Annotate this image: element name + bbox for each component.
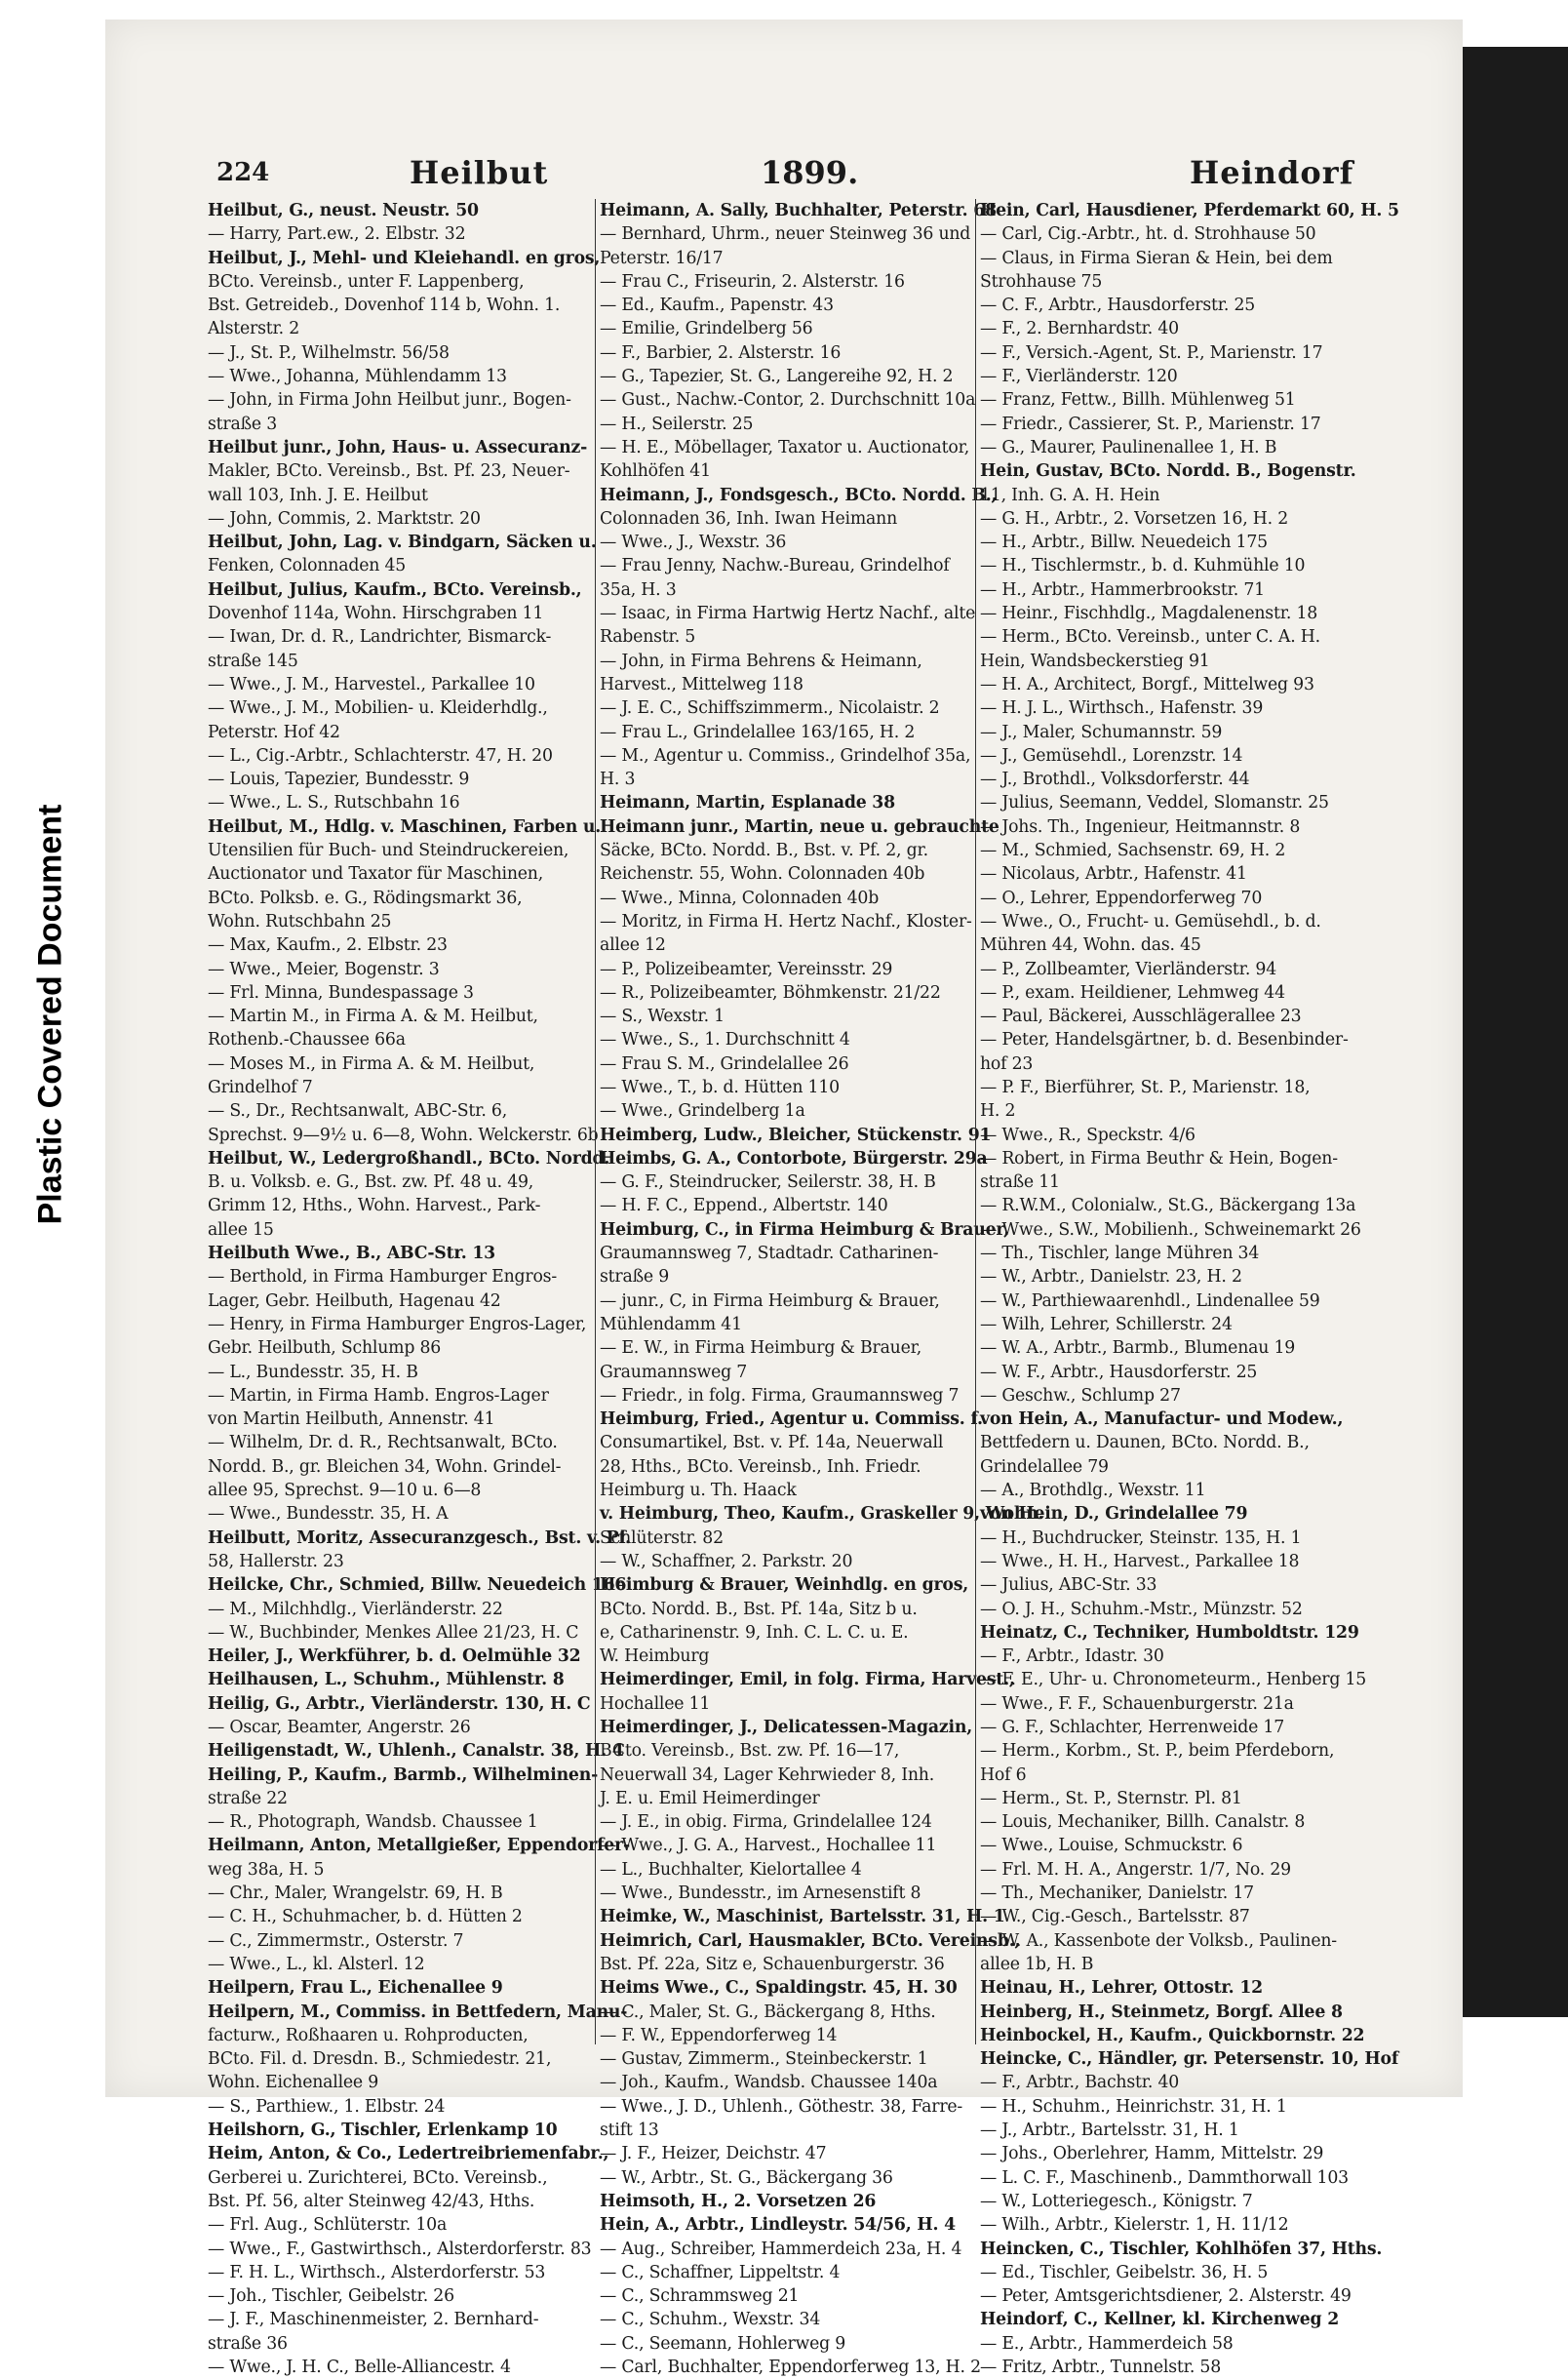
directory-line: — Henry, in Firma Hamburger Engros-Lager,	[208, 1314, 587, 1334]
directory-line: Hein, A., Arbtr., Lindleystr. 54/56, H. 4	[600, 2215, 956, 2236]
directory-line: — J. F., Heizer, Deichstr. 47	[600, 2144, 827, 2164]
directory-line: — Peter, Handelsgärtner, b. d. Besenbinder-	[980, 1030, 1349, 1051]
directory-line: Heinbockel, H., Kaufm., Quickbornstr. 22	[980, 2025, 1365, 2045]
directory-line: — Heinr., Fischhdlg., Magdalenenstr. 18	[980, 604, 1318, 624]
directory-line: — Harry, Part.ew., 2. Elbstr. 32	[208, 224, 466, 245]
directory-line: — Max, Kaufm., 2. Elbstr. 23	[208, 935, 448, 956]
scan-edge	[1463, 0, 1560, 2123]
directory-line: Heilbut, Julius, Kaufm., BCto. Vereinsb.,	[208, 579, 582, 600]
directory-line: Grindelhof 7	[208, 1077, 313, 1097]
directory-line: — C., Schuhm., Wexstr. 34	[600, 2310, 821, 2330]
directory-line: Säcke, BCto. Nordd. B., Bst. v. Pf. 2, gr.	[600, 841, 928, 861]
directory-line: — H. E., Möbellager, Taxator u. Auctionator,	[600, 437, 970, 457]
directory-line: Dovenhof 114a, Wohn. Hirschgraben 11	[208, 604, 544, 624]
directory-line: — M., Milchhdlg., Vierländerstr. 22	[208, 1599, 503, 1619]
directory-line: — C., Zimmermstr., Osterstr. 7	[208, 1930, 464, 1951]
directory-line: — Wwe., Louise, Schmuckstr. 6	[980, 1836, 1243, 1856]
page-number: 224	[216, 158, 270, 187]
directory-line: — H., Schuhm., Heinrichstr. 31, H. 1	[980, 2096, 1287, 2117]
directory-line: — C., Maler, St. G., Bäckergang 8, Hths.	[600, 2002, 936, 2022]
year-heading: 1899.	[761, 154, 859, 191]
directory-line: — Nicolaus, Arbtr., Hafenstr. 41	[980, 864, 1247, 885]
directory-line: straße 11	[980, 1172, 1060, 1193]
directory-line: Heimsoth, H., 2. Vorsetzen 26	[600, 2191, 877, 2211]
directory-line: Heimann, Martin, Esplanade 38	[600, 793, 895, 813]
directory-line: — A., Brothdlg., Wexstr. 11	[980, 1481, 1206, 1501]
directory-line: Mühlendamm 41	[600, 1314, 742, 1334]
directory-line: — Ed., Kaufm., Papenstr. 43	[600, 296, 834, 316]
directory-line: — Wwe., O., Frucht- u. Gemüsehdl., b. d.	[980, 911, 1321, 932]
directory-line: — G. H., Arbtr., 2. Vorsetzen 16, H. 2	[980, 508, 1289, 529]
directory-line: Heimrich, Carl, Hausmakler, BCto. Vereinsb.,	[600, 1930, 1021, 1951]
directory-line: BCto. Fil. d. Dresdn. B., Schmiedestr. 21,	[208, 2049, 552, 2070]
directory-line: — R.W.M., Colonialw., St.G., Bäckergang 13a	[980, 1196, 1356, 1216]
directory-line: Mühren 44, Wohn. das. 45	[980, 935, 1201, 956]
directory-line: Heilbutt, Moritz, Assecuranzgesch., Bst. v. Pf.	[208, 1527, 631, 1548]
directory-line: — H. J. L., Wirthsch., Hafenstr. 39	[980, 698, 1264, 719]
directory-line: — W., Arbtr., Danielstr. 23, H. 2	[980, 1267, 1242, 1288]
directory-line: — W., Schaffner, 2. Parkstr. 20	[600, 1551, 853, 1571]
directory-line: — W., Buchbinder, Menkes Allee 21/23, H. C	[208, 1622, 579, 1643]
directory-line: — Wwe., S.W., Mobilienh., Schweinemarkt 26	[980, 1219, 1361, 1240]
directory-line: — F., Versich.-Agent, St. P., Marienstr. 17	[980, 342, 1323, 363]
directory-line: 35a, H. 3	[600, 579, 677, 600]
directory-line: Consumartikel, Bst. v. Pf. 14a, Neuerwall	[600, 1433, 944, 1453]
directory-line: 11, Inh. G. A. H. Hein	[980, 485, 1160, 505]
directory-line: — Frl. Minna, Bundespassage 3	[208, 982, 474, 1003]
directory-line: Hein, Wandsbeckerstieg 91	[980, 651, 1210, 671]
directory-line: — Peter, Amtsgerichtsdiener, 2. Alsterstr. 49	[980, 2286, 1352, 2307]
directory-line: — Wwe., L. S., Rutschbahn 16	[208, 793, 460, 813]
directory-line: Heimann junr., Martin, neue u. gebrauchte	[600, 816, 1000, 837]
directory-line: — G., Maurer, Paulinenallee 1, H. B	[980, 437, 1277, 457]
directory-line: Heimburg, C., in Firma Heimburg & Brauer,	[600, 1219, 1009, 1240]
directory-line: — Louis, Mechaniker, Billh. Canalstr. 8	[980, 1812, 1306, 1833]
column-3	[975, 199, 1399, 2378]
directory-line: B. u. Volksb. e. G., Bst. zw. Pf. 48 u. 49,	[208, 1172, 534, 1193]
directory-line: Wohn. Eichenallee 9	[208, 2073, 379, 2093]
directory-line: Heinau, H., Lehrer, Ottostr. 12	[980, 1978, 1263, 1999]
directory-line: — Carl, Buchhalter, Eppendorferweg 13, H. 2	[600, 2358, 981, 2378]
directory-line: von Hein, D., Grindelallee 79	[980, 1504, 1248, 1525]
directory-line: allee 15	[208, 1219, 274, 1240]
directory-line: — John, Commis, 2. Marktstr. 20	[208, 508, 481, 529]
directory-line: Heilpern, Frau L., Eichenallee 9	[208, 1978, 503, 1999]
directory-line: — Geschw., Schlump 27	[980, 1385, 1181, 1406]
directory-line: Auctionator und Taxator für Maschinen,	[208, 864, 544, 885]
directory-line: — L., Cig.-Arbtr., Schlachterstr. 47, H. 20	[208, 745, 553, 766]
directory-line: — Fritz, Arbtr., Tunnelstr. 58	[980, 2358, 1221, 2378]
left-running-head: Heilbut	[410, 154, 549, 191]
side-label-text: Plastic Covered Document	[31, 804, 69, 1225]
directory-line: Utensilien für Buch- und Steindruckereien,	[208, 841, 569, 861]
directory-line: straße 9	[600, 1267, 670, 1288]
directory-line: — Martin M., in Firma A. & M. Heilbut,	[208, 1007, 538, 1027]
directory-line: — G. F., Schlachter, Herrenweide 17	[980, 1718, 1285, 1737]
directory-line: — J. E. C., Schiffszimmerm., Nicolaistr. 2	[600, 698, 940, 719]
directory-line: — junr., C, in Firma Heimburg & Brauer,	[600, 1290, 940, 1311]
directory-line: Heincken, C., Tischler, Kohlhöfen 37, Hths.	[980, 2239, 1383, 2259]
directory-line: straße 36	[208, 2333, 288, 2354]
directory-line: Heincke, C., Händler, gr. Petersenstr. 10, Hof	[980, 2049, 1399, 2070]
directory-line: — Wwe., Meier, Bogenstr. 3	[208, 959, 440, 979]
directory-line: — Joh., Tischler, Geibelstr. 26	[208, 2286, 454, 2307]
directory-line: — F., Barbier, 2. Alsterstr. 16	[600, 342, 842, 363]
directory-line: — Carl, Cig.-Arbtr., ht. d. Strohhause 50	[980, 224, 1316, 245]
directory-line: — H., Arbtr., Billw. Neuedeich 175	[980, 533, 1268, 553]
directory-line: — F., 2. Bernhardstr. 40	[980, 319, 1179, 339]
directory-line: — Johs., Oberlehrer, Hamm, Mittelstr. 29	[980, 2144, 1324, 2164]
directory-line: — O. J. H., Schuhm.-Mstr., Münzstr. 52	[980, 1599, 1303, 1619]
directory-line: Strohhause 75	[980, 271, 1103, 292]
directory-line: — Wwe., Minna, Colonnaden 40b	[600, 888, 880, 908]
directory-line: — R., Polizeibeamter, Böhmkenstr. 21/22	[600, 982, 941, 1003]
directory-line: Heilhausen, L., Schuhm., Mühlenstr. 8	[208, 1670, 565, 1690]
directory-line: — Wwe., J. D., Uhlenh., Göthestr. 38, Farre-	[600, 2096, 963, 2117]
directory-line: — Wwe., L., kl. Alsterl. 12	[208, 1954, 425, 1974]
directory-line: — P. F., Bierführer, St. P., Marienstr. 18,	[980, 1077, 1311, 1097]
directory-line: straße 3	[208, 414, 278, 434]
directory-line: — Wwe., J. G. A., Harvest., Hochallee 11	[600, 1836, 937, 1856]
directory-line: — G. F., Steindrucker, Seilerstr. 38, H. B	[600, 1172, 936, 1193]
directory-line: — G., Tapezier, St. G., Langereihe 92, H. 2	[600, 367, 954, 387]
directory-line: — H., Tischlermstr., b. d. Kuhmühle 10	[980, 556, 1306, 576]
directory-line: Heilshorn, G., Tischler, Erlenkamp 10	[208, 2121, 558, 2141]
directory-line: Heilcke, Chr., Schmied, Billw. Neuedeich 166	[208, 1575, 627, 1596]
directory-line: stift 13	[600, 2121, 659, 2141]
directory-line: — C., Schrammsweg 21	[600, 2286, 800, 2307]
directory-line: Schlüterstr. 82	[600, 1527, 724, 1548]
directory-line: Heimerdinger, Emil, in folg. Firma, Harvest.,	[600, 1670, 1015, 1690]
directory-line: — Wwe., J. M., Harvestel., Parkallee 10	[208, 674, 535, 694]
directory-line: Heilmann, Anton, Metallgießer, Eppendorfer-	[208, 1836, 630, 1856]
directory-line: — Wwe., F., Gastwirthsch., Alsterdorferstr. 83	[208, 2239, 592, 2259]
directory-line: — L., Bundesstr. 35, H. B	[208, 1362, 418, 1382]
directory-line: Rothenb.-Chaussee 66a	[208, 1030, 406, 1051]
directory-line: Peterstr. Hof 42	[208, 722, 340, 742]
directory-line: — M., Agentur u. Commiss., Grindelhof 35a,	[600, 745, 971, 766]
directory-line: Heilig, G., Arbtr., Vierländerstr. 130, H. C	[208, 1693, 591, 1714]
directory-line: — Friedr., Cassierer, St. P., Marienstr. 17	[980, 414, 1321, 434]
directory-line: Hein, Carl, Hausdiener, Pferdemarkt 60, H. 5	[980, 201, 1399, 220]
directory-line: weg 38a, H. 5	[208, 1859, 325, 1880]
directory-line: — Herm., BCto. Vereinsb., unter C. A. H.	[980, 627, 1320, 648]
directory-line: — Frau C., Friseurin, 2. Alsterstr. 16	[600, 271, 905, 292]
directory-line: — J., Maler, Schumannstr. 59	[980, 722, 1223, 742]
directory-line: — Robert, in Firma Beuthr & Hein, Bogen-	[980, 1148, 1338, 1169]
directory-line: — O., Lehrer, Eppendorferweg 70	[980, 888, 1263, 908]
directory-line: 28, Hths., BCto. Vereinsb., Inh. Friedr.	[600, 1456, 921, 1477]
directory-line: — F. W., Eppendorferweg 14	[600, 2025, 838, 2045]
directory-line: — J. F., Maschinenmeister, 2. Bernhard-	[208, 2310, 539, 2330]
directory-line: — Julius, Seemann, Veddel, Slomanstr. 25	[980, 793, 1329, 813]
directory-line: — Frau L., Grindelallee 163/165, H. 2	[600, 722, 916, 742]
directory-line: — S., Parthiew., 1. Elbstr. 24	[208, 2096, 446, 2117]
directory-line: Heilbut, G., neust. Neustr. 50	[208, 201, 479, 220]
directory-line: Kohlhöfen 41	[600, 461, 711, 482]
directory-line: BCto. Nordd. B., Bst. Pf. 14a, Sitz b u.	[600, 1599, 918, 1619]
side-label-panel	[0, 0, 98, 2123]
directory-line: — Bernhard, Uhrm., neuer Steinweg 36 und	[600, 224, 971, 245]
directory-line: — Wwe., F. F., Schauenburgerstr. 21a	[980, 1693, 1294, 1714]
directory-line: Grimm 12, Hths., Wohn. Harvest., Park-	[208, 1196, 541, 1216]
directory-line: — M., Schmied, Sachsenstr. 69, H. 2	[980, 841, 1286, 861]
directory-line: — Wwe., Grindelberg 1a	[600, 1101, 805, 1122]
directory-line: — W. A., Kassenbote der Volksb., Paulinen-	[980, 1930, 1337, 1951]
directory-line: — F. E., Uhr- u. Chronometeurm., Henberg 15	[980, 1670, 1367, 1690]
directory-line: — W., Lotteriegesch., Königstr. 7	[980, 2191, 1253, 2211]
directory-line: wall 103, Inh. J. E. Heilbut	[208, 485, 428, 505]
directory-line: — H., Arbtr., Hammerbrookstr. 71	[980, 579, 1265, 600]
directory-line: — Th., Tischler, lange Mühren 34	[980, 1244, 1260, 1264]
directory-line: Fenken, Colonnaden 45	[208, 556, 407, 576]
scan-edge-strip	[1463, 47, 1568, 2017]
directory-line: Heimann, J., Fondsgesch., BCto. Nordd. B.,	[600, 485, 998, 505]
directory-line: Makler, BCto. Vereinsb., Bst. Pf. 23, Neuer-	[208, 461, 570, 482]
directory-line: — Wilh, Lehrer, Schillerstr. 24	[980, 1314, 1233, 1334]
directory-line: J. E. u. Emil Heimerdinger	[600, 1788, 820, 1808]
directory-line: Alsterstr. 2	[208, 319, 300, 339]
directory-line: — Wilh., Arbtr., Kielerstr. 1, H. 11/12	[980, 2215, 1289, 2236]
directory-line: Bst. Pf. 56, alter Steinweg 42/43, Hths.	[208, 2191, 535, 2211]
directory-line: — Gustav, Zimmerm., Steinbeckerstr. 1	[600, 2049, 928, 2070]
directory-line: Nordd. B., gr. Bleichen 34, Wohn. Grindel-	[208, 1456, 562, 1477]
directory-line: — Wilhelm, Dr. d. R., Rechtsanwalt, BCto.	[208, 1433, 558, 1453]
directory-line: straße 145	[208, 651, 298, 671]
directory-line: Harvest., Mittelweg 118	[600, 674, 804, 694]
directory-line: Hein, Gustav, BCto. Nordd. B., Bogenstr.	[980, 461, 1356, 482]
directory-line: Bst. Pf. 22a, Sitz e, Schauenburgerstr. 36	[600, 1954, 945, 1974]
directory-line: — Paul, Bäckerei, Ausschlägerallee 23	[980, 1007, 1302, 1027]
directory-line: — C., Seemann, Hohlerweg 9	[600, 2333, 846, 2354]
directory-line: — Louis, Tapezier, Bundesstr. 9	[208, 770, 470, 790]
directory-line: Heindorf, C., Kellner, kl. Kirchenweg 2	[980, 2310, 1340, 2330]
directory-line: — Frl. Aug., Schlüterstr. 10a	[208, 2215, 448, 2236]
directory-line: — F., Arbtr., Idastr. 30	[980, 1646, 1164, 1667]
directory-line: — Moritz, in Firma H. Hertz Nachf., Kloster-	[600, 911, 972, 932]
directory-line: — Emilie, Grindelberg 56	[600, 319, 813, 339]
directory-line: Heilbut, J., Mehl- und Kleiehandl. en gros,	[208, 248, 601, 268]
directory-line: H. 3	[600, 770, 636, 790]
directory-line: Lager, Gebr. Heilbuth, Hagenau 42	[208, 1290, 501, 1311]
directory-line: — L., Buchhalter, Kielortallee 4	[600, 1859, 862, 1880]
directory-line: — P., Polizeibeamter, Vereinsstr. 29	[600, 959, 893, 979]
directory-line: straße 22	[208, 1788, 288, 1808]
directory-line: — Joh., Kaufm., Wandsb. Chaussee 140a	[600, 2073, 938, 2093]
directory-line: — H., Seilerstr. 25	[600, 414, 754, 434]
directory-line: — L. C. F., Maschinenb., Dammthorwall 103	[980, 2167, 1349, 2188]
directory-line: — Johs. Th., Ingenieur, Heitmannstr. 8	[980, 816, 1301, 837]
directory-line: — S., Dr., Rechtsanwalt, ABC-Str. 6,	[208, 1101, 507, 1122]
directory-line: Heiler, J., Werkführer, b. d. Oelmühle 32	[208, 1646, 581, 1667]
directory-line: Heimburg u. Th. Haack	[600, 1481, 797, 1501]
directory-line: Heimburg & Brauer, Weinhdlg. en gros,	[600, 1575, 969, 1596]
directory-line: — Friedr., in folg. Firma, Graumannsweg 7	[600, 1385, 960, 1406]
directory-line: BCto. Vereinsb., unter F. Lappenberg,	[208, 271, 525, 292]
directory-line: von Martin Heilbuth, Annenstr. 41	[208, 1409, 495, 1430]
directory-line: v. Heimburg, Theo, Kaufm., Graskeller 9, Wohn.	[600, 1504, 1044, 1525]
directory-line: — Martin, in Firma Hamb. Engros-Lager	[208, 1385, 549, 1406]
directory-line: — H. A., Architect, Borgf., Mittelweg 93	[980, 674, 1314, 694]
directory-line: H. 2	[980, 1101, 1016, 1122]
directory-line: — E. W., in Firma Heimburg & Brauer,	[600, 1338, 922, 1359]
directory-line: — Aug., Schreiber, Hammerdeich 23a, H. 4	[600, 2239, 962, 2259]
directory-line: — Wwe., J. H. C., Belle-Alliancestr. 4	[208, 2358, 511, 2378]
directory-line: — Berthold, in Firma Hamburger Engros-	[208, 1267, 557, 1288]
directory-line: 58, Hallerstr. 23	[208, 1551, 344, 1571]
directory-line: W. Heimburg	[600, 1646, 710, 1667]
page-header	[205, 139, 1355, 197]
directory-line: — F., Vierländerstr. 120	[980, 367, 1178, 387]
directory-line: — Wwe., J. M., Mobilien- u. Kleiderhdlg.,	[208, 698, 548, 719]
directory-line: allee 95, Sprechst. 9—10 u. 6—8	[208, 1481, 482, 1501]
directory-line: — F. H. L., Wirthsch., Alsterdorferstr. 53	[208, 2262, 546, 2282]
directory-line: Rabenstr. 5	[600, 627, 696, 648]
directory-line: Neuerwall 34, Lager Kehrwieder 8, Inh.	[600, 1764, 935, 1785]
directory-line: — Wwe., T., b. d. Hütten 110	[600, 1077, 840, 1097]
directory-line: — Ed., Tischler, Geibelstr. 36, H. 5	[980, 2262, 1269, 2282]
directory-line: — Moses M., in Firma A. & M. Heilbut,	[208, 1053, 535, 1074]
directory-line: — Isaac, in Firma Hartwig Hertz Nachf., alte	[600, 604, 976, 624]
directory-line: — C., Schaffner, Lippeltstr. 4	[600, 2262, 841, 2282]
directory-line: Gerberei u. Zurichterei, BCto. Vereinsb.,	[208, 2167, 548, 2188]
directory-line: — W., Arbtr., St. G., Bäckergang 36	[600, 2167, 893, 2188]
directory-line: Wohn. Rutschbahn 25	[208, 911, 392, 932]
directory-line: — Wwe., J., Wexstr. 36	[600, 533, 787, 553]
directory-line: allee 12	[600, 935, 666, 956]
directory-line: Heilbut, John, Lag. v. Bindgarn, Säcken u.	[208, 533, 597, 553]
directory-line: — P., Zollbeamter, Vierländerstr. 94	[980, 959, 1276, 979]
directory-line: Heiling, P., Kaufm., Barmb., Wilhelminen-	[208, 1764, 599, 1785]
directory-line: — Herm., St. P., Sternstr. Pl. 81	[980, 1788, 1242, 1808]
directory-line: — H. F. C., Eppend., Albertstr. 140	[600, 1196, 888, 1216]
directory-line: allee 1b, H. B	[980, 1954, 1094, 1974]
directory-line: Heimke, W., Maschinist, Bartelsstr. 31, H. 1	[600, 1907, 1005, 1927]
directory-line: Heiligenstadt, W., Uhlenh., Canalstr. 38, H. 4	[208, 1741, 624, 1762]
directory-line: BCto. Polksb. e. G., Rödingsmarkt 36,	[208, 888, 523, 908]
directory-line: — Chr., Maler, Wrangelstr. 69, H. B	[208, 1883, 503, 1904]
directory-line: Gebr. Heilbuth, Schlump 86	[208, 1338, 442, 1359]
directory-line: — John, in Firma Behrens & Heimann,	[600, 651, 922, 671]
directory-line: Heimerdinger, J., Delicatessen-Magazin,	[600, 1718, 973, 1737]
directory-line: — Franz, Fettw., Billh. Mühlenweg 51	[980, 390, 1296, 411]
directory-line: — F., Arbtr., Bachstr. 40	[980, 2073, 1180, 2093]
directory-line: Heims Wwe., C., Spaldingstr. 45, H. 30	[600, 1978, 958, 1999]
directory-line: — Wwe., Bundesstr., im Arnesenstift 8	[600, 1883, 921, 1904]
directory-line: Heimann, A. Sally, Buchhalter, Peterstr. 68	[600, 201, 997, 220]
directory-line: — Wwe., Bundesstr. 35, H. A	[208, 1504, 449, 1525]
directory-line: Heinberg, H., Steinmetz, Borgf. Allee 8	[980, 2002, 1343, 2022]
directory-line: Heilbut junr., John, Haus- u. Assecuranz-	[208, 437, 588, 457]
directory-line: — Claus, in Firma Sieran & Hein, bei dem	[980, 248, 1333, 268]
directory-line: — R., Photograph, Wandsb. Chaussee 1	[208, 1812, 538, 1833]
directory-line: Heim, Anton, & Co., Ledertreibriemenfabr.,	[208, 2144, 609, 2164]
right-running-head: Heindorf	[1190, 154, 1354, 191]
directory-line: — C. H., Schuhmacher, b. d. Hütten 2	[208, 1907, 523, 1927]
directory-line: — W. A., Arbtr., Barmb., Blumenau 19	[980, 1338, 1296, 1359]
directory-line: — Wwe., R., Speckstr. 4/6	[980, 1125, 1196, 1145]
directory-line: Heilbuth Wwe., B., ABC-Str. 13	[208, 1244, 495, 1264]
directory-line: Heilpern, M., Commiss. in Bettfedern, Manu-	[208, 2002, 628, 2022]
directory-line: — Frau Jenny, Nachw.-Bureau, Grindelhof	[600, 556, 950, 576]
directory-line: Heinatz, C., Techniker, Humboldtstr. 129	[980, 1622, 1359, 1643]
directory-line: — Wwe., Johanna, Mühlendamm 13	[208, 367, 507, 387]
directory-line: Heilbut, M., Hdlg. v. Maschinen, Farben u.	[208, 816, 602, 837]
directory-line: — S., Wexstr. 1	[600, 1007, 725, 1027]
directory-line: Graumannsweg 7, Stadtadr. Catharinen-	[600, 1244, 939, 1264]
directory-line: — Herm., Korbm., St. P., beim Pferdeborn,	[980, 1741, 1335, 1762]
directory-line: Heilbut, W., Ledergroßhandl., BCto. Nordd.	[208, 1148, 610, 1169]
directory-line: Heimbs, G. A., Contorbote, Bürgerstr. 29a	[600, 1148, 988, 1169]
directory-line: — W. F., Arbtr., Hausdorferstr. 25	[980, 1362, 1258, 1382]
directory-line: von Hein, A., Manufactur- und Modew.,	[980, 1409, 1344, 1430]
directory-line: — Iwan, Dr. d. R., Landrichter, Bismarck-	[208, 627, 552, 648]
directory-line: Colonnaden 36, Inh. Iwan Heimann	[600, 508, 898, 529]
directory-line: Hof 6	[980, 1764, 1027, 1785]
directory-line: BCto. Vereinsb., Bst. zw. Pf. 16—17,	[600, 1741, 900, 1762]
directory-line: Heimberg, Ludw., Bleicher, Stückenstr. 91	[600, 1125, 992, 1145]
directory-line: — J., Brothdl., Volksdorferstr. 44	[980, 770, 1250, 790]
directory-line: e, Catharinenstr. 9, Inh. C. L. C. u. E.	[600, 1622, 909, 1643]
directory-line: — J., Gemüsehdl., Lorenzstr. 14	[980, 745, 1243, 766]
directory-line: — W., Parthiewaarenhdl., Lindenallee 59	[980, 1290, 1320, 1311]
directory-line: — John, in Firma John Heilbut junr., Bogen-	[208, 390, 571, 411]
directory-line: — P., exam. Heildiener, Lehmweg 44	[980, 982, 1285, 1003]
directory-line: — W., Cig.-Gesch., Bartelsstr. 87	[980, 1907, 1250, 1927]
directory-line: — H., Buchdrucker, Steinstr. 135, H. 1	[980, 1527, 1302, 1548]
directory-line: Reichenstr. 55, Wohn. Colonnaden 40b	[600, 864, 925, 885]
directory-line: — Gust., Nachw.-Contor, 2. Durchschnitt 10a	[600, 390, 976, 411]
directory-line: — Wwe., H. H., Harvest., Parkallee 18	[980, 1551, 1300, 1571]
directory-line: — Oscar, Beamter, Angerstr. 26	[208, 1718, 471, 1737]
directory-line: Hochallee 11	[600, 1693, 711, 1714]
directory-line: — Wwe., S., 1. Durchschnitt 4	[600, 1030, 850, 1051]
directory-line: Heimburg, Fried., Agentur u. Commiss. f.	[600, 1409, 983, 1430]
directory-line: — E., Arbtr., Hammerdeich 58	[980, 2333, 1234, 2354]
directory-line: — J., St. P., Wilhelmstr. 56/58	[208, 342, 450, 363]
directory-line: — J., Arbtr., Bartelsstr. 31, H. 1	[980, 2121, 1239, 2141]
directory-line: — Frau S. M., Grindelallee 26	[600, 1053, 849, 1074]
directory-line: Sprechst. 9—9½ u. 6—8, Wohn. Welckerstr. 6b	[208, 1125, 599, 1145]
directory-line: Bst. Getreideb., Dovenhof 114 b, Wohn. 1.	[208, 296, 561, 316]
directory-line: — Julius, ABC-Str. 33	[980, 1575, 1157, 1596]
directory-line: Peterstr. 16/17	[600, 248, 724, 268]
directory-line: hof 23	[980, 1053, 1034, 1074]
directory-line: — Frl. M. H. A., Angerstr. 1/7, No. 29	[980, 1859, 1291, 1880]
directory-line: Graumannsweg 7	[600, 1362, 748, 1382]
directory-line: Grindelallee 79	[980, 1456, 1109, 1477]
directory-line: — Th., Mechaniker, Danielstr. 17	[980, 1883, 1254, 1904]
directory-line: Bettfedern u. Daunen, BCto. Nordd. B.,	[980, 1433, 1310, 1453]
directory-line: facturw., Roßhaaren u. Rohproducten,	[208, 2025, 529, 2045]
directory-line: — C. F., Arbtr., Hausdorferstr. 25	[980, 296, 1256, 316]
directory-line: — J. E., in obig. Firma, Grindelallee 124	[600, 1812, 932, 1833]
